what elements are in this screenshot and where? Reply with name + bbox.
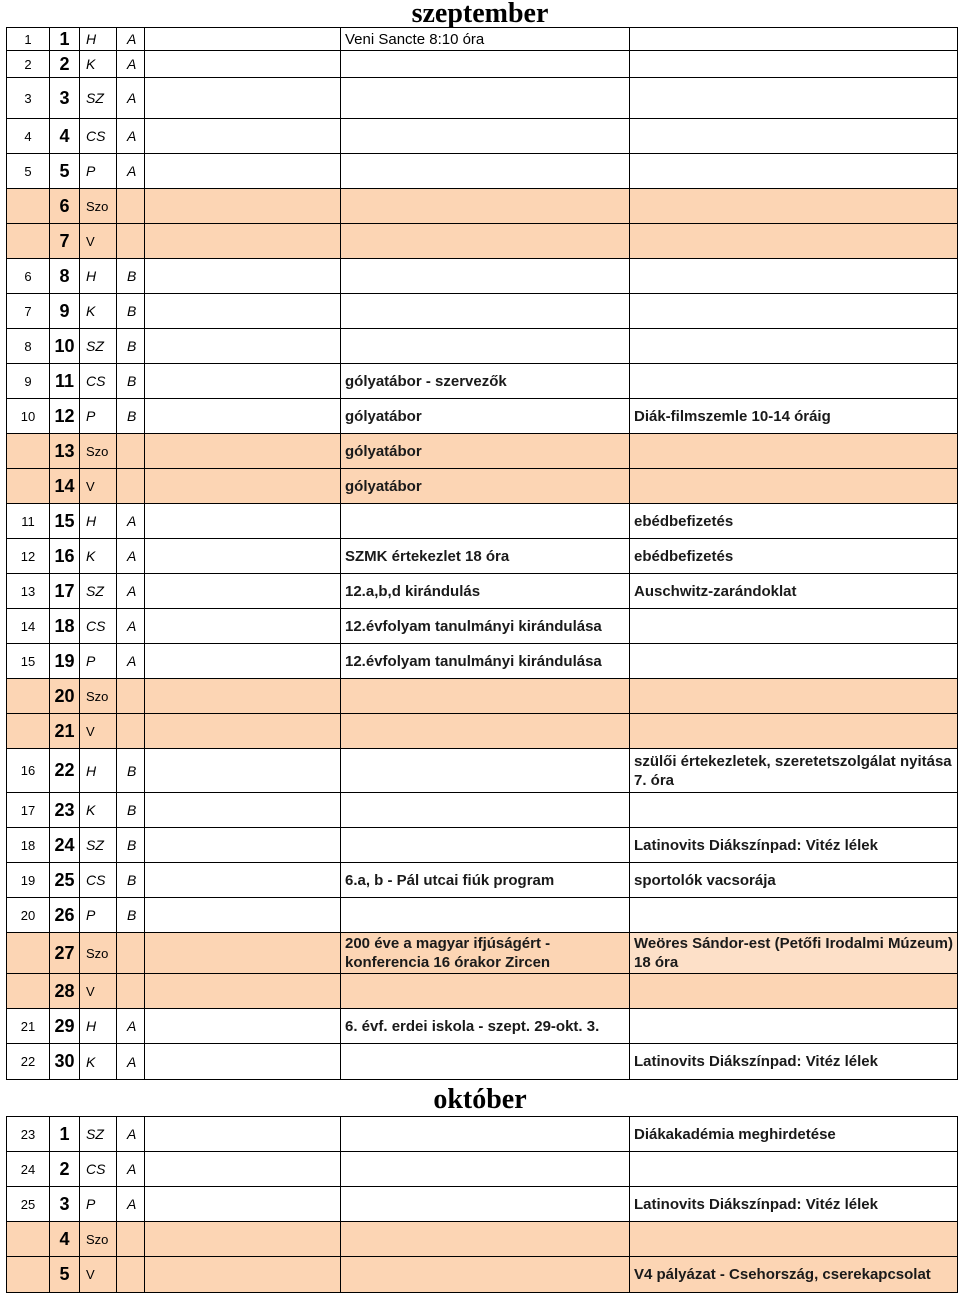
event-primary <box>341 504 630 539</box>
day-of-month: 20 <box>50 679 80 714</box>
event-primary <box>341 1187 630 1222</box>
day-of-month: 2 <box>50 1152 80 1187</box>
event-primary: gólyatábor <box>341 434 630 469</box>
event-secondary <box>630 28 958 51</box>
event-secondary <box>630 644 958 679</box>
weekday: CS <box>80 119 117 154</box>
day-row <box>7 933 958 974</box>
event-primary <box>341 154 630 189</box>
empty-cell <box>145 28 341 51</box>
event-secondary: szülői értekezletek, szeretetszolgálat nyitása 7. óra <box>630 749 958 793</box>
weekday: V <box>80 974 117 1009</box>
weekday: H <box>80 504 117 539</box>
day-row <box>7 1044 958 1080</box>
day-row <box>7 1152 958 1187</box>
day-of-month: 5 <box>50 1257 80 1293</box>
event-primary <box>341 329 630 364</box>
week-letter <box>117 189 145 224</box>
week-letter: A <box>117 28 145 51</box>
event-secondary <box>630 714 958 749</box>
weekday: SZ <box>80 78 117 119</box>
empty-cell <box>145 51 341 78</box>
weekday: H <box>80 1009 117 1044</box>
empty-cell <box>145 1222 341 1257</box>
empty-cell <box>145 259 341 294</box>
event-primary <box>341 898 630 933</box>
school-day-number <box>7 469 50 504</box>
event-secondary <box>630 154 958 189</box>
event-primary <box>341 679 630 714</box>
weekday: SZ <box>80 1117 117 1152</box>
event-primary <box>341 294 630 329</box>
day-of-month: 23 <box>50 793 80 828</box>
week-letter <box>117 1257 145 1293</box>
weekday: H <box>80 28 117 51</box>
empty-cell <box>145 329 341 364</box>
week-letter: A <box>117 1009 145 1044</box>
day-row <box>7 714 958 749</box>
day-row <box>7 224 958 259</box>
day-row <box>7 364 958 399</box>
day-of-month: 12 <box>50 399 80 434</box>
event-primary <box>341 1117 630 1152</box>
empty-cell <box>145 539 341 574</box>
day-of-month: 14 <box>50 469 80 504</box>
event-secondary <box>630 119 958 154</box>
event-primary: SZMK értekezlet 18 óra <box>341 539 630 574</box>
event-primary: 12.évfolyam tanulmányi kirándulása <box>341 644 630 679</box>
weekday: P <box>80 154 117 189</box>
school-day-number: 23 <box>7 1117 50 1152</box>
weekday: Szo <box>80 679 117 714</box>
day-row <box>7 329 958 364</box>
week-letter: A <box>117 1187 145 1222</box>
event-secondary <box>630 793 958 828</box>
event-primary <box>341 78 630 119</box>
week-letter <box>117 933 145 974</box>
school-day-number: 22 <box>7 1044 50 1080</box>
event-primary: 200 éve a magyar ifjúságért - konferencia 16 órakor Zircen <box>341 933 630 974</box>
week-letter: B <box>117 259 145 294</box>
event-primary <box>341 974 630 1009</box>
day-of-month: 21 <box>50 714 80 749</box>
week-letter: B <box>117 793 145 828</box>
empty-cell <box>145 714 341 749</box>
weekday: P <box>80 644 117 679</box>
school-day-number: 8 <box>7 329 50 364</box>
day-of-month: 27 <box>50 933 80 974</box>
weekday: K <box>80 793 117 828</box>
empty-cell <box>145 679 341 714</box>
day-row <box>7 469 958 504</box>
weekday: V <box>80 714 117 749</box>
school-day-number: 12 <box>7 539 50 574</box>
school-day-number: 9 <box>7 364 50 399</box>
school-day-number: 4 <box>7 119 50 154</box>
school-day-number: 14 <box>7 609 50 644</box>
school-day-number <box>7 933 50 974</box>
empty-cell <box>145 974 341 1009</box>
school-day-number: 10 <box>7 399 50 434</box>
day-of-month: 22 <box>50 749 80 793</box>
school-day-number: 15 <box>7 644 50 679</box>
week-letter: A <box>117 539 145 574</box>
day-of-month: 16 <box>50 539 80 574</box>
school-day-number: 25 <box>7 1187 50 1222</box>
day-row <box>7 1222 958 1257</box>
day-row <box>7 294 958 329</box>
day-of-month: 1 <box>50 1117 80 1152</box>
school-day-number: 5 <box>7 154 50 189</box>
empty-cell <box>145 224 341 259</box>
day-of-month: 8 <box>50 259 80 294</box>
event-secondary: Auschwitz-zarándoklat <box>630 574 958 609</box>
week-letter <box>117 1222 145 1257</box>
day-of-month: 15 <box>50 504 80 539</box>
day-row <box>7 189 958 224</box>
school-day-number <box>7 189 50 224</box>
day-row <box>7 1257 958 1293</box>
event-primary <box>341 51 630 78</box>
week-letter: B <box>117 329 145 364</box>
week-letter <box>117 434 145 469</box>
school-day-number: 16 <box>7 749 50 793</box>
empty-cell <box>145 504 341 539</box>
weekday: CS <box>80 1152 117 1187</box>
empty-cell <box>145 78 341 119</box>
empty-cell <box>145 609 341 644</box>
day-row <box>7 1009 958 1044</box>
school-day-number: 6 <box>7 259 50 294</box>
empty-cell <box>145 189 341 224</box>
day-row <box>7 793 958 828</box>
school-day-number <box>7 679 50 714</box>
event-secondary <box>630 294 958 329</box>
empty-cell <box>145 644 341 679</box>
event-secondary <box>630 974 958 1009</box>
day-row <box>7 539 958 574</box>
event-secondary <box>630 329 958 364</box>
weekday: Szo <box>80 434 117 469</box>
day-of-month: 7 <box>50 224 80 259</box>
week-letter: B <box>117 828 145 863</box>
week-letter: A <box>117 609 145 644</box>
day-row <box>7 749 958 793</box>
empty-cell <box>145 574 341 609</box>
event-primary <box>341 189 630 224</box>
weekday: K <box>80 1044 117 1080</box>
day-row <box>7 399 958 434</box>
day-of-month: 6 <box>50 189 80 224</box>
event-secondary <box>630 434 958 469</box>
week-letter: A <box>117 51 145 78</box>
school-day-number: 3 <box>7 78 50 119</box>
week-letter: B <box>117 364 145 399</box>
week-letter: B <box>117 399 145 434</box>
school-day-number: 11 <box>7 504 50 539</box>
empty-cell <box>145 119 341 154</box>
event-primary <box>341 1222 630 1257</box>
month-title-october: október <box>433 1084 527 1115</box>
day-of-month: 4 <box>50 119 80 154</box>
day-of-month: 5 <box>50 154 80 189</box>
school-day-number: 7 <box>7 294 50 329</box>
weekday: CS <box>80 364 117 399</box>
school-day-number <box>7 714 50 749</box>
day-of-month: 9 <box>50 294 80 329</box>
empty-cell <box>145 1257 341 1293</box>
event-secondary <box>630 224 958 259</box>
day-of-month: 30 <box>50 1044 80 1080</box>
event-secondary: Latinovits Diákszínpad: Vitéz lélek <box>630 1044 958 1080</box>
empty-cell <box>145 863 341 898</box>
empty-cell <box>145 399 341 434</box>
event-primary <box>341 714 630 749</box>
event-primary: 12.évfolyam tanulmányi kirándulása <box>341 609 630 644</box>
day-of-month: 18 <box>50 609 80 644</box>
weekday: Szo <box>80 1222 117 1257</box>
day-row <box>7 504 958 539</box>
weekday: K <box>80 294 117 329</box>
event-primary: 6. évf. erdei iskola - szept. 29-okt. 3. <box>341 1009 630 1044</box>
school-day-number: 20 <box>7 898 50 933</box>
empty-cell <box>145 749 341 793</box>
day-of-month: 4 <box>50 1222 80 1257</box>
day-row <box>7 863 958 898</box>
event-primary <box>341 828 630 863</box>
week-letter <box>117 224 145 259</box>
day-of-month: 25 <box>50 863 80 898</box>
event-primary: gólyatábor <box>341 399 630 434</box>
weekday: K <box>80 51 117 78</box>
school-day-number: 2 <box>7 51 50 78</box>
event-primary: gólyatábor <box>341 469 630 504</box>
school-day-number <box>7 1257 50 1293</box>
school-day-number: 21 <box>7 1009 50 1044</box>
event-secondary: ebédbefizetés <box>630 504 958 539</box>
day-row <box>7 51 958 78</box>
day-of-month: 17 <box>50 574 80 609</box>
weekday: P <box>80 399 117 434</box>
week-letter: A <box>117 78 145 119</box>
day-row <box>7 679 958 714</box>
week-letter: A <box>117 154 145 189</box>
school-day-number <box>7 974 50 1009</box>
weekday: V <box>80 1257 117 1293</box>
week-letter <box>117 469 145 504</box>
day-row <box>7 574 958 609</box>
week-letter: A <box>117 1044 145 1080</box>
weekday: V <box>80 224 117 259</box>
day-of-month: 1 <box>50 28 80 51</box>
day-row <box>7 828 958 863</box>
day-of-month: 29 <box>50 1009 80 1044</box>
day-row <box>7 974 958 1009</box>
week-letter: A <box>117 1117 145 1152</box>
event-secondary: ebédbefizetés <box>630 539 958 574</box>
calendar-table-september <box>6 27 958 1080</box>
day-row <box>7 609 958 644</box>
school-day-number: 13 <box>7 574 50 609</box>
empty-cell <box>145 933 341 974</box>
empty-cell <box>145 828 341 863</box>
event-primary <box>341 1044 630 1080</box>
calendar-table-october <box>6 1116 958 1293</box>
event-primary <box>341 224 630 259</box>
week-letter: B <box>117 294 145 329</box>
weekday: H <box>80 259 117 294</box>
week-letter <box>117 714 145 749</box>
empty-cell <box>145 469 341 504</box>
day-of-month: 10 <box>50 329 80 364</box>
event-primary: 12.a,b,d kirándulás <box>341 574 630 609</box>
weekday: CS <box>80 863 117 898</box>
event-secondary <box>630 1222 958 1257</box>
day-row <box>7 154 958 189</box>
event-secondary: Latinovits Diákszínpad: Vitéz lélek <box>630 828 958 863</box>
event-primary <box>341 793 630 828</box>
day-row <box>7 644 958 679</box>
empty-cell <box>145 154 341 189</box>
event-secondary <box>630 679 958 714</box>
day-row <box>7 434 958 469</box>
week-letter: A <box>117 574 145 609</box>
school-day-number: 17 <box>7 793 50 828</box>
week-letter <box>117 679 145 714</box>
weekday: V <box>80 469 117 504</box>
day-row <box>7 119 958 154</box>
school-day-number: 24 <box>7 1152 50 1187</box>
week-letter: A <box>117 504 145 539</box>
weekday: SZ <box>80 828 117 863</box>
event-secondary <box>630 189 958 224</box>
event-secondary: Diák-filmszemle 10-14 óráig <box>630 399 958 434</box>
event-secondary <box>630 78 958 119</box>
empty-cell <box>145 1044 341 1080</box>
event-primary <box>341 749 630 793</box>
day-of-month: 3 <box>50 1187 80 1222</box>
school-day-number: 19 <box>7 863 50 898</box>
day-row <box>7 1187 958 1222</box>
day-row <box>7 1117 958 1152</box>
week-letter: B <box>117 863 145 898</box>
day-of-month: 24 <box>50 828 80 863</box>
weekday: P <box>80 1187 117 1222</box>
empty-cell <box>145 1117 341 1152</box>
week-letter: A <box>117 119 145 154</box>
event-secondary <box>630 609 958 644</box>
day-of-month: 19 <box>50 644 80 679</box>
week-letter <box>117 974 145 1009</box>
week-letter: A <box>117 644 145 679</box>
event-secondary <box>630 259 958 294</box>
empty-cell <box>145 434 341 469</box>
event-primary: 6.a, b - Pál utcai fiúk program <box>341 863 630 898</box>
event-primary: Veni Sancte 8:10 óra <box>341 28 630 51</box>
event-secondary: Latinovits Diákszínpad: Vitéz lélek <box>630 1187 958 1222</box>
weekday: K <box>80 539 117 574</box>
school-day-number <box>7 1222 50 1257</box>
event-secondary <box>630 469 958 504</box>
event-secondary <box>630 51 958 78</box>
day-row <box>7 898 958 933</box>
event-primary <box>341 259 630 294</box>
school-day-number: 18 <box>7 828 50 863</box>
day-of-month: 28 <box>50 974 80 1009</box>
day-of-month: 26 <box>50 898 80 933</box>
event-primary <box>341 1257 630 1293</box>
school-day-number <box>7 434 50 469</box>
empty-cell <box>145 793 341 828</box>
week-letter: A <box>117 1152 145 1187</box>
empty-cell <box>145 1152 341 1187</box>
weekday: SZ <box>80 329 117 364</box>
event-secondary <box>630 898 958 933</box>
weekday: P <box>80 898 117 933</box>
day-of-month: 3 <box>50 78 80 119</box>
school-day-number: 1 <box>7 28 50 51</box>
day-row <box>7 259 958 294</box>
empty-cell <box>145 1009 341 1044</box>
event-primary <box>341 119 630 154</box>
weekday: Szo <box>80 933 117 974</box>
week-letter: B <box>117 898 145 933</box>
week-letter: B <box>117 749 145 793</box>
event-secondary: V4 pályázat - Csehország, cserekapcsolat <box>630 1257 958 1293</box>
empty-cell <box>145 364 341 399</box>
day-of-month: 2 <box>50 51 80 78</box>
weekday: SZ <box>80 574 117 609</box>
day-of-month: 13 <box>50 434 80 469</box>
event-secondary <box>630 364 958 399</box>
event-secondary: sportolók vacsorája <box>630 863 958 898</box>
day-of-month: 11 <box>50 364 80 399</box>
empty-cell <box>145 898 341 933</box>
event-secondary <box>630 1009 958 1044</box>
event-secondary: Weöres Sándor-est (Petőfi Irodalmi Múzeum) 18 óra <box>630 933 958 974</box>
school-day-number <box>7 224 50 259</box>
day-row <box>7 78 958 119</box>
event-primary: gólyatábor - szervezők <box>341 364 630 399</box>
empty-cell <box>145 294 341 329</box>
month-title-september: szeptember <box>411 0 549 29</box>
weekday: CS <box>80 609 117 644</box>
weekday: Szo <box>80 189 117 224</box>
empty-cell <box>145 1187 341 1222</box>
event-secondary: Diákakadémia meghirdetése <box>630 1117 958 1152</box>
event-primary <box>341 1152 630 1187</box>
weekday: H <box>80 749 117 793</box>
event-secondary <box>630 1152 958 1187</box>
day-row <box>7 28 958 51</box>
